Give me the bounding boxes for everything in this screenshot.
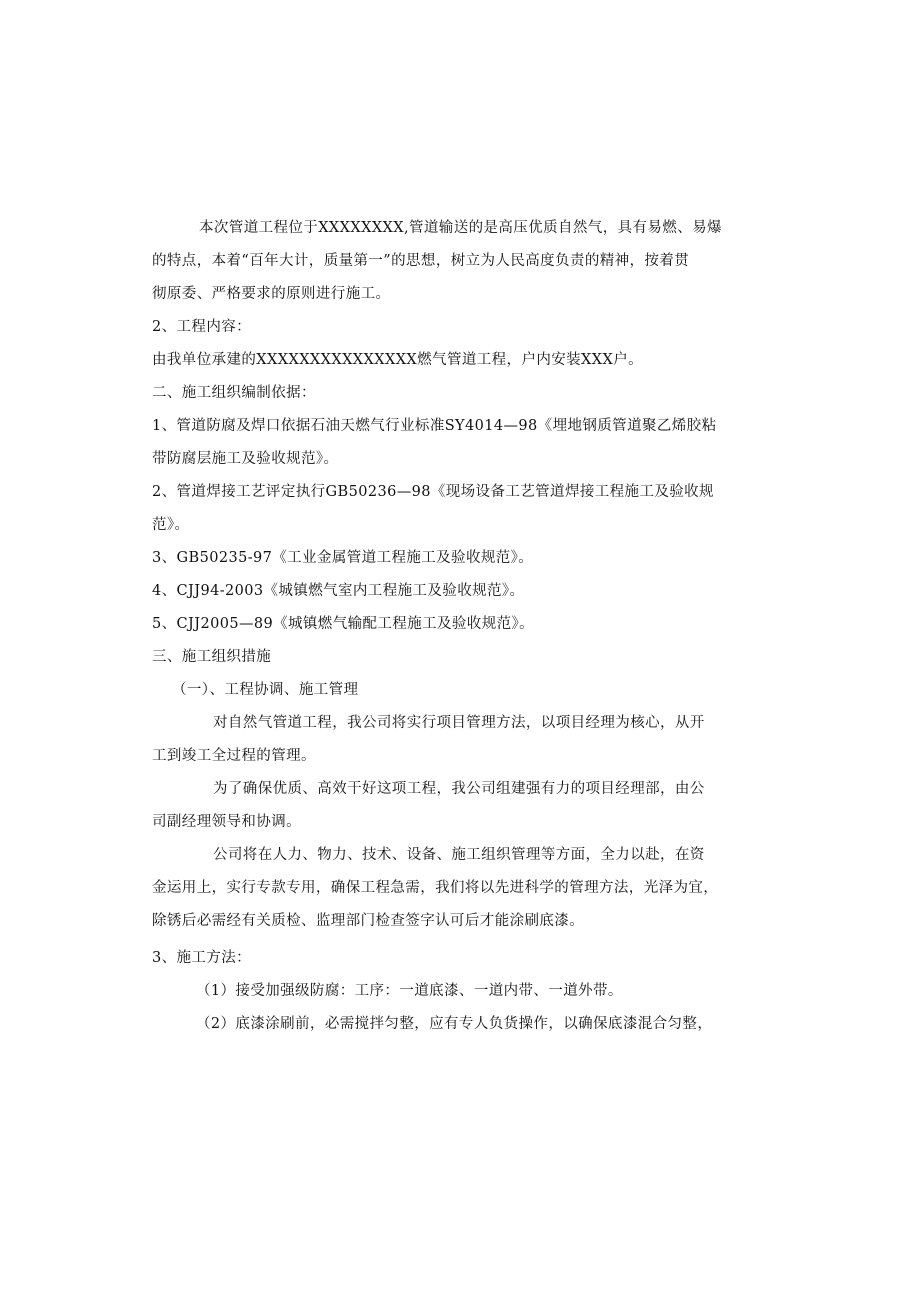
paragraph-line: 由我单位承建的XXXXXXXXXXXXXXX燃气管道工程，户内安装XXX户。 — [152, 352, 644, 368]
paragraph-line: 除锈后必需经有关质检、监理部门检查签字认可后才能涂刷底漆。 — [152, 913, 585, 929]
paragraph-line: 为了确保优质、高效干好这项工程，我公司组建强有力的项目经理部，由公 — [213, 781, 705, 797]
list-item-line: 3、GB50235-97《工业金属管道工程施工及验收规范》。 — [152, 550, 534, 566]
list-item-line: 2、管道焊接工艺评定执行GB50236—98《现场设备工艺管道焊接工程施工及验收规 — [152, 484, 714, 500]
list-item-line: 带防腐层施工及验收规范》。 — [152, 451, 339, 467]
paragraph-line: 彻原委、严格要求的原则进行施工。 — [152, 286, 391, 302]
paragraph-line: 的特点，本着“百年大计，质量第一”的思想，树立为人民高度负责的精神，按着贯 — [152, 253, 690, 269]
paragraph-line: 金运用上，实行专款专用，确保工程急需，我们将以先进科学的管理方法，光泽为宜， — [152, 880, 719, 896]
list-item-line: 1、管道防腐及焊口依据石油天燃气行业标准SY4014—98《埋地钢质管道聚乙烯胶粘 — [152, 418, 717, 434]
section-heading: 三、施工组织措施 — [152, 649, 272, 665]
list-item-line: （2）底漆涂刷前，必需搅拌匀整，应有专人负货操作，以确保底漆混合匀整， — [196, 1016, 713, 1032]
paragraph-line: 司副经理领导和协调。 — [152, 814, 301, 830]
list-item-line: 5、CJJ2005—89《城镇燃气输配工程施工及验收规范》。 — [152, 616, 535, 632]
section-heading: 二、施工组织编制依据： — [152, 385, 316, 401]
paragraph-line: 本次管道工程位于XXXXXXXX,管道输送的是高压优质自然气，具有易燃、易爆 — [199, 220, 722, 236]
section-heading: 3、施工方法： — [152, 950, 252, 966]
list-item-line: 4、CJJ94-2003《城镇燃气室内工程施工及验收规范》。 — [152, 583, 525, 599]
list-item-line: 范》。 — [152, 517, 190, 533]
subsection-heading: （一）、工程协调、施工管理 — [172, 682, 359, 698]
paragraph-line: 工到竣工全过程的管理。 — [152, 748, 316, 764]
list-item-line: （1）接受加强级防腐：工序：一道底漆、一道内带、一道外带。 — [196, 983, 623, 999]
paragraph-line: 公司将在人力、物力、技术、设备、施工组织管理等方面，全力以赴，在资 — [213, 847, 705, 863]
section-heading: 2、工程内容： — [152, 319, 252, 335]
paragraph-line: 对自然气管道工程，我公司将实行项目管理方法，以项目经理为核心，从开 — [213, 715, 705, 731]
